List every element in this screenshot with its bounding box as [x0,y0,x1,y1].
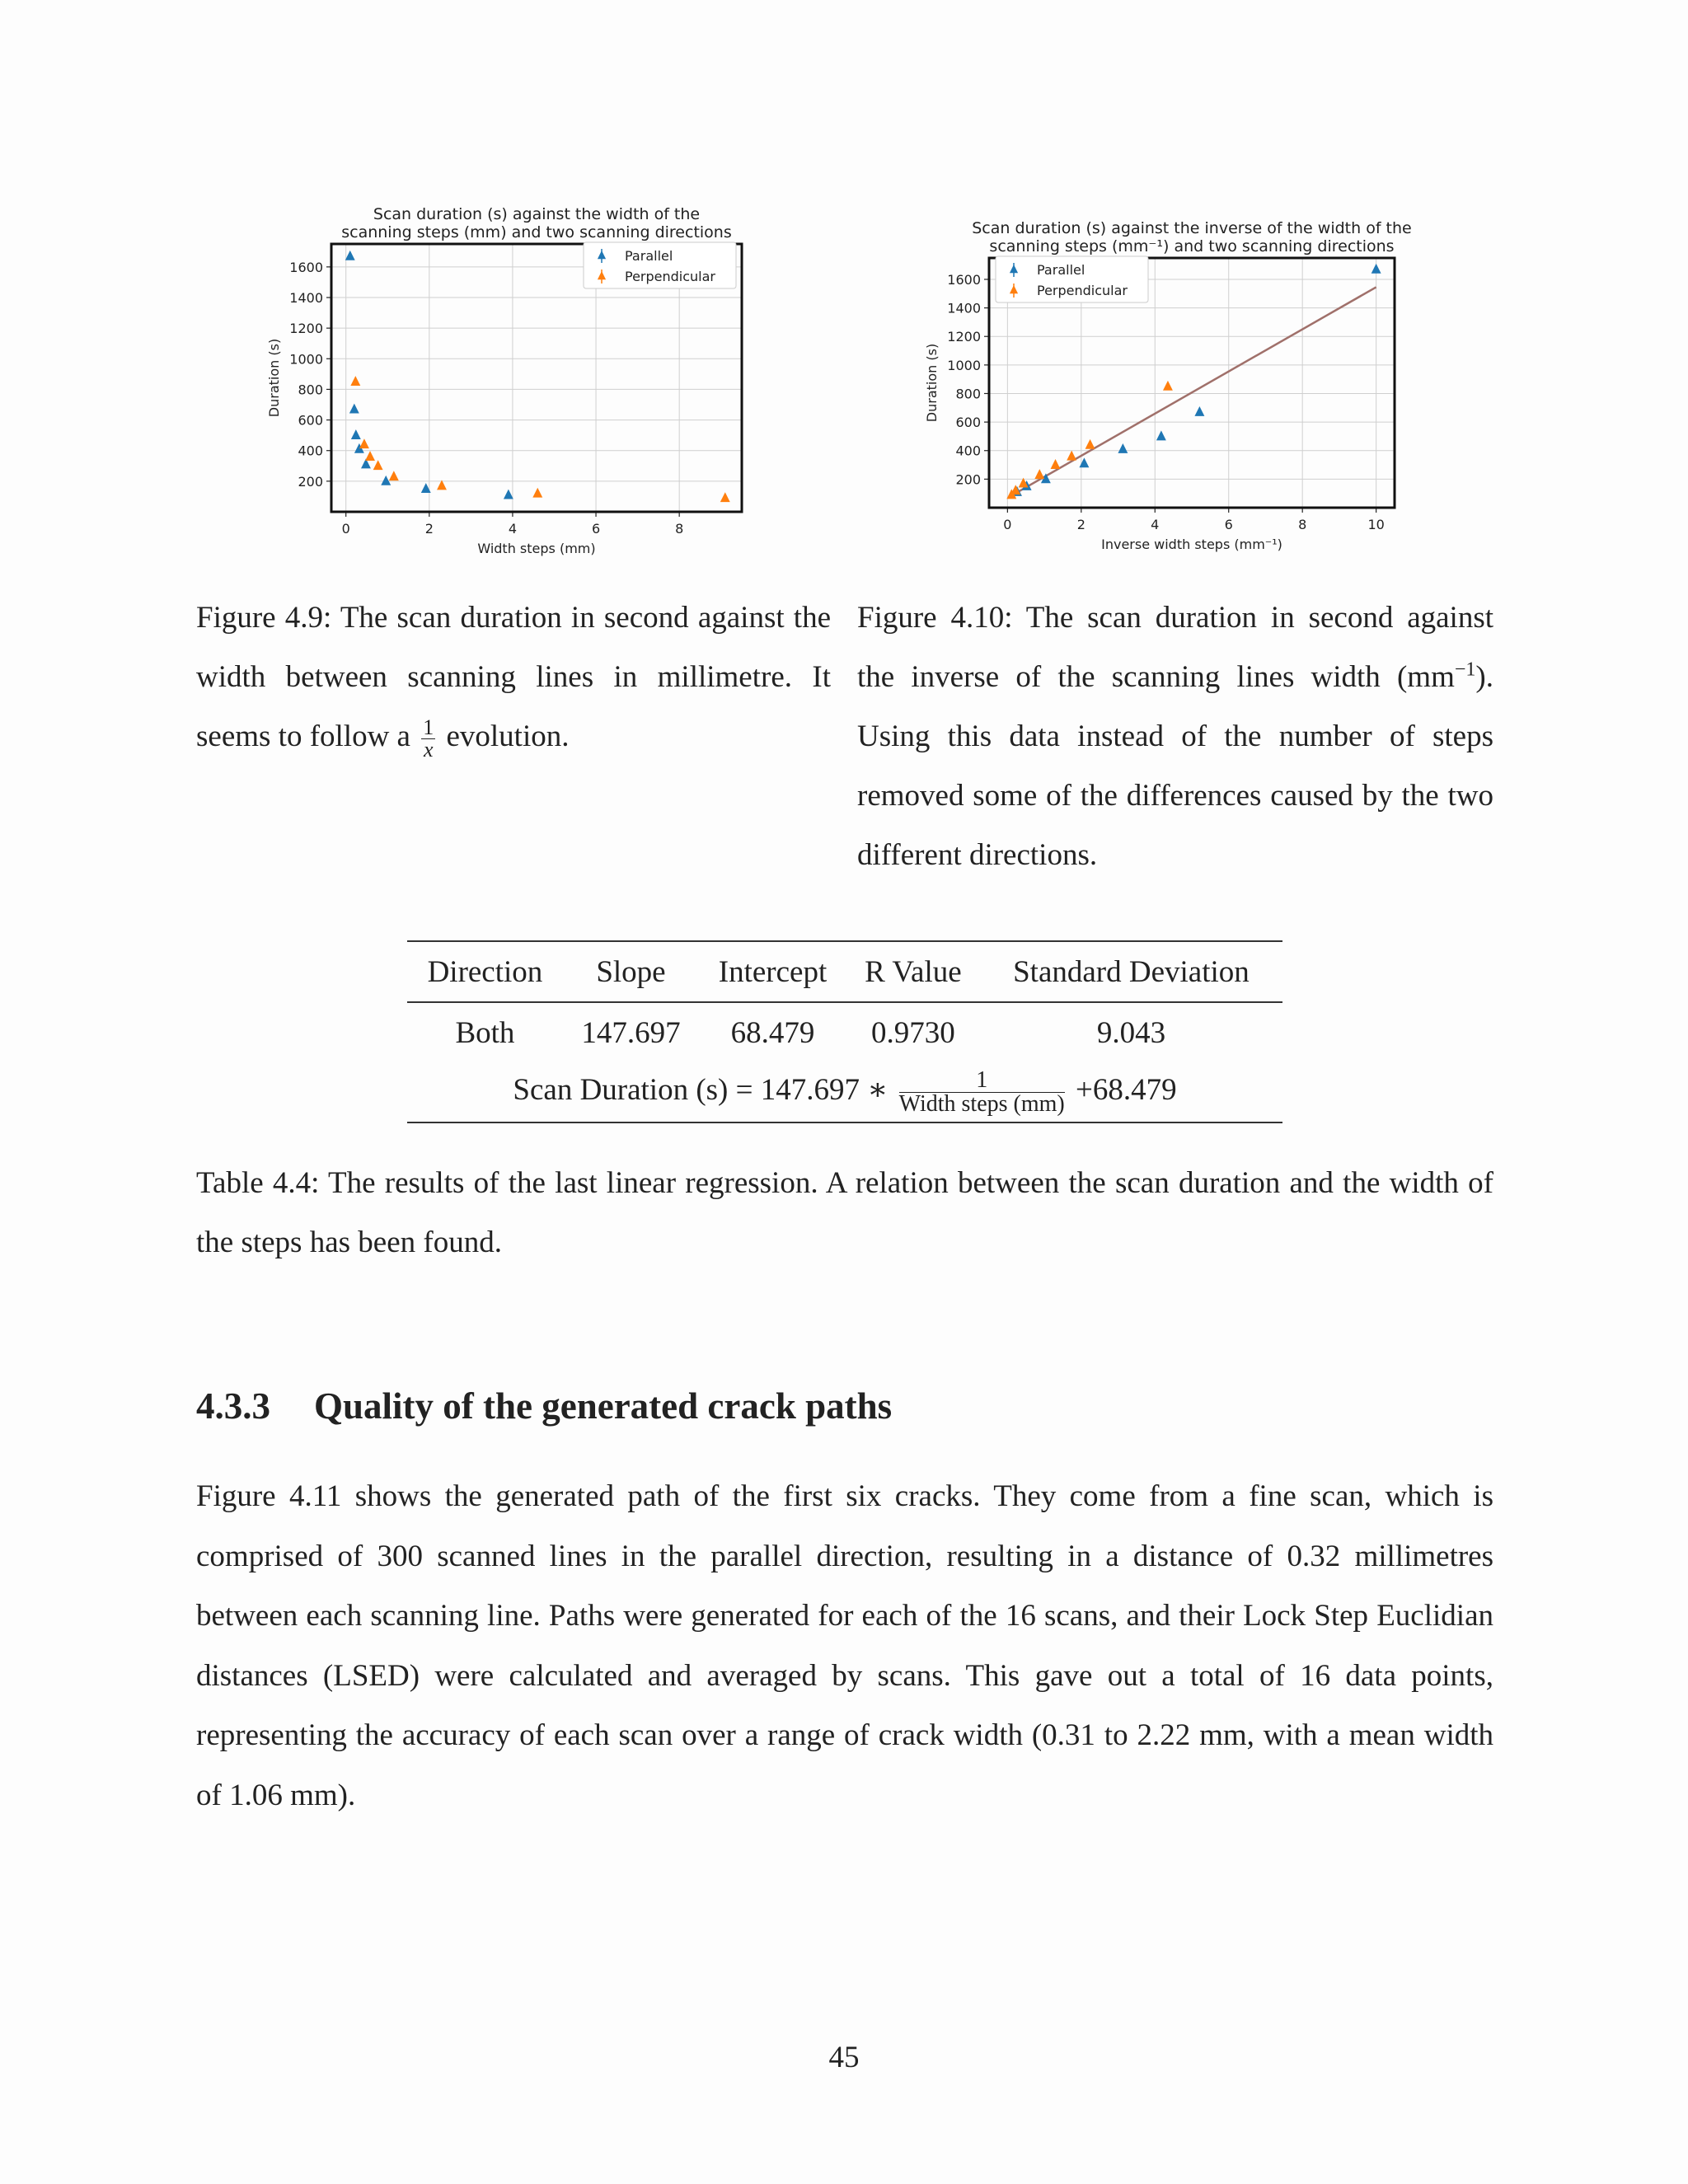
equation-row [407,1062,1282,1122]
chart-title-line: Scan duration (s) against the width of the [373,205,701,223]
legend-label: Perpendicular [1037,283,1128,298]
col-intercept: Intercept [718,954,828,989]
x-tick-label: 2 [424,521,434,537]
data-point [1156,430,1166,440]
table-header-row [407,941,1282,1002]
x-tick-label: 8 [675,521,684,537]
x-tick-label: 0 [341,521,350,537]
data-point [349,404,359,414]
x-tick-label: 6 [1224,517,1233,532]
chart-title-line: scanning steps (mm) and two scanning directions [341,223,732,241]
col-standard-deviation: Standard Deviation [1013,954,1250,989]
chart-legend [584,242,736,288]
series-perpendicular [350,376,729,502]
x-tick-label: 6 [591,521,601,537]
data-point [504,490,513,499]
data-point [1372,264,1381,274]
y-tick-label: 1200 [289,321,323,337]
y-tick-label: 800 [955,386,981,402]
x-tick-label: 8 [1298,517,1307,532]
regression-equation: Scan Duration (s) = 147.697 ∗ $\frac{1}{\text{Width steps (mm)}}$ +68.479 [513,1066,1177,1117]
figure-4-9 [256,194,767,557]
x-axis-label: Width steps (mm) [477,541,596,556]
y-tick-label: 1600 [947,271,981,288]
y-tick-label: 200 [955,471,981,488]
chart-legend [996,256,1148,302]
data-point [365,451,375,461]
col-r-value: R Value [865,954,962,989]
regression-results-table [407,940,1282,1123]
page-number: 45 [828,2041,860,2074]
section-title: Quality of the generated crack paths [314,1385,893,1427]
data-point [532,488,542,498]
legend-label: Parallel [625,248,673,264]
y-tick-label: 1400 [947,300,981,316]
data-point [389,471,399,480]
y-tick-label: 1000 [289,351,323,368]
figure-4-9-caption: Figure 4.9: The scan duration in second against the width between scanning lines in millimetre. It seems to follow a $\frac{1}{x}$ evolution. [196,601,831,762]
y-tick-label: 1200 [947,329,981,345]
data-point [345,251,355,260]
section-paragraph: Figure 4.11 shows the generated path of the first six cracks. They come from a fine scan, which is comprised of 300 scanned lines in the parallel direction, resulting in a distance of 0.32 millimetres between each scanning line. Paths were generated for each of the 16 scans, and their Lock Step Euclidian distances (LSED) were calculated and averaged by scans. This gave out a total of 16 data points, representing the accuracy of each scan over a range of crack width (0.31 to 2.22 mm, with a mean width of 1.06 mm). [196,1479,1493,1812]
x-tick-label: 10 [1367,517,1385,532]
y-tick-label: 1600 [289,259,323,275]
chart-inverse-width-vs-duration [917,213,1428,559]
y-tick-label: 600 [298,412,323,429]
x-tick-label: 0 [1003,517,1012,532]
data-point [350,376,360,386]
chart-width-vs-duration [256,194,767,557]
table-row: Both 147.697 68.479 0.9730 9.043 [455,1015,1166,1050]
y-axis-label: Duration (s) [266,338,282,418]
data-point [1051,459,1061,469]
section-number: 4.3.3 [196,1385,270,1427]
figure-4-10-caption: Figure 4.10: The scan duration in second against the inverse of the scanning lines width $(mm^{-1})$. Using this data instead of the number of steps removed some of the differences caused by the two different directions. [857,601,1493,872]
data-point [1085,439,1095,449]
y-tick-label: 200 [298,473,323,490]
figure-4-10 [917,213,1428,559]
data-point [1067,451,1076,461]
data-point [359,438,369,448]
y-tick-label: 400 [955,443,981,459]
data-point [1034,469,1044,479]
col-direction: Direction [427,954,543,989]
data-point [1194,406,1204,416]
series-perpendicular [1006,381,1173,499]
data-point [1118,443,1128,453]
data-point [351,429,361,439]
y-tick-label: 800 [298,382,323,398]
inverse-x-fraction: $\frac{1}{x}$ [423,715,434,762]
y-axis-label: Duration (s) [924,343,940,423]
y-tick-label: 1000 [947,357,981,373]
table-4-4-caption: Table 4.4: The results of the last linear regression. A relation between the scan duration and the width of the steps has been found. [196,1166,1493,1259]
x-tick-label: 4 [508,521,518,537]
y-tick-label: 400 [298,443,323,459]
x-tick-label: 4 [1151,517,1160,532]
chart-title-line: Scan duration (s) against the inverse of the width of the [972,219,1412,237]
regression-fit-line [1011,287,1376,495]
legend-label: Parallel [1037,262,1085,278]
data-point [1163,381,1173,391]
data-point [373,460,383,470]
data-point [1079,457,1089,467]
legend-label: Perpendicular [625,269,716,284]
y-tick-label: 600 [955,415,981,431]
data-point [720,492,730,502]
col-slope: Slope [596,954,666,989]
y-tick-label: 1400 [289,290,323,306]
x-axis-label: Inverse width steps (mm⁻¹) [1101,537,1282,552]
chart-title-line: scanning steps (mm⁻¹) and two scanning directions [989,237,1395,255]
x-tick-label: 2 [1076,517,1085,532]
section-heading [196,1385,892,1427]
data-point [1010,485,1020,494]
